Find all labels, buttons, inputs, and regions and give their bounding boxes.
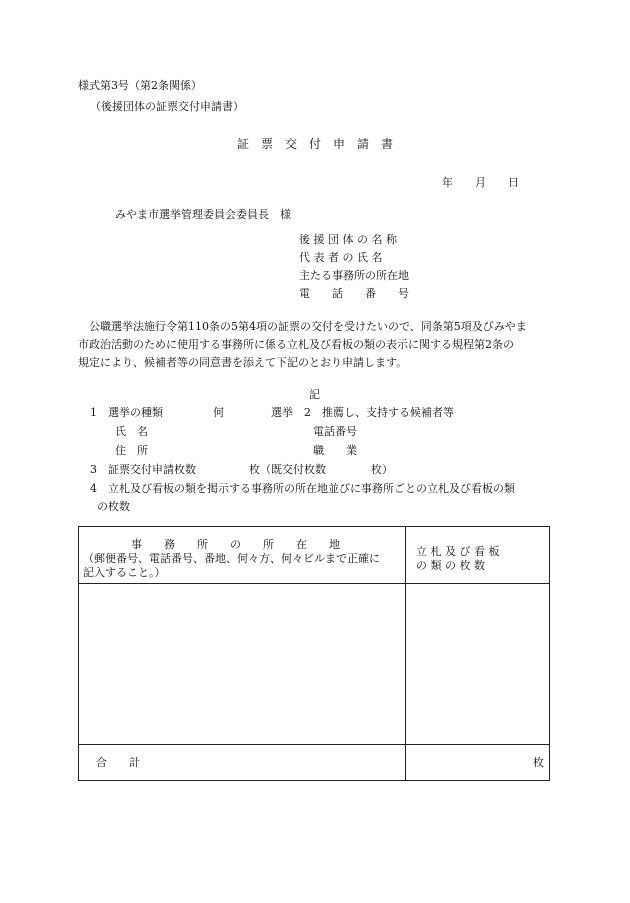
item3-mai: 枚（既交付枚数 bbox=[249, 463, 326, 476]
item3-label: 3 証票交付申請枚数 bbox=[90, 463, 196, 476]
table-header-office-note-1: （郵便番号、電話番号、番地、何々方、何々ビルまで正確に bbox=[83, 552, 380, 565]
denwa-label: 電話番号 bbox=[313, 425, 357, 438]
form-number: 様式第3号（第2条関係） bbox=[78, 79, 202, 92]
item1-label: 1 選挙の種類 bbox=[90, 406, 163, 419]
table-header-office-note-2: 記入すること。） bbox=[83, 566, 166, 579]
table-total-divider bbox=[79, 744, 549, 745]
item2-label: 2 推薦し、支持する候補者等 bbox=[304, 406, 454, 419]
body-line-3: 規定により、候補者等の同意書を添えて下記のとおり申請します。 bbox=[78, 356, 408, 369]
office-table bbox=[78, 526, 550, 781]
form-subtitle: （後援団体の証票交付申請書） bbox=[90, 100, 244, 113]
applicant-representative-label: 代 表 者 の 氏 名 bbox=[299, 251, 383, 264]
office-address-entry-cell[interactable] bbox=[79, 584, 405, 744]
jusho-label: 住 所 bbox=[115, 444, 148, 457]
item1-senkyo: 選挙 bbox=[271, 406, 293, 419]
shimei-label: 氏 名 bbox=[115, 425, 148, 438]
item4-line-1: 4 立札及び看板の類を掲示する事務所の所在地並びに事務所ごとの立札及び看板の類 bbox=[90, 482, 515, 495]
item4-line-2: の枚数 bbox=[97, 500, 130, 513]
table-header-sign-count-1: 立 札 及 び 看 板 bbox=[416, 545, 500, 558]
applicant-phone-label: 電 話 番 号 bbox=[299, 287, 409, 300]
item1-nani: 何 bbox=[213, 406, 224, 419]
shokugyo-label: 職 業 bbox=[313, 444, 357, 457]
body-line-2: 市政治活動のために使用する事務所に係る立札及び看板の類の表示に関する規程第2条の bbox=[78, 338, 514, 351]
body-line-1: 公職選挙法施行令第110条の5第4項の証票の交付を受けたいので、同条第5項及びみやま bbox=[78, 320, 527, 333]
table-total-unit: 枚 bbox=[533, 756, 544, 769]
applicant-office-address-label: 主たる事務所の所在地 bbox=[299, 269, 409, 282]
table-total-label: 合 計 bbox=[96, 756, 140, 769]
applicant-group-name-label: 後 援 団 体 の 名 称 bbox=[299, 233, 397, 246]
table-header-sign-count-2: の 類 の 枚 数 bbox=[416, 559, 485, 572]
item3-close: 枚） bbox=[371, 463, 393, 476]
date-line: 年 月 日 bbox=[442, 176, 519, 189]
table-header-office-address: 事 務 所 の 所 在 地 bbox=[131, 538, 340, 551]
sign-count-entry-cell[interactable] bbox=[406, 584, 549, 744]
document-title: 証 票 交 付 申 請 書 bbox=[237, 137, 394, 151]
ki-heading: 記 bbox=[309, 388, 320, 401]
addressee: みやま市選挙管理委員会委員長 様 bbox=[115, 208, 291, 221]
